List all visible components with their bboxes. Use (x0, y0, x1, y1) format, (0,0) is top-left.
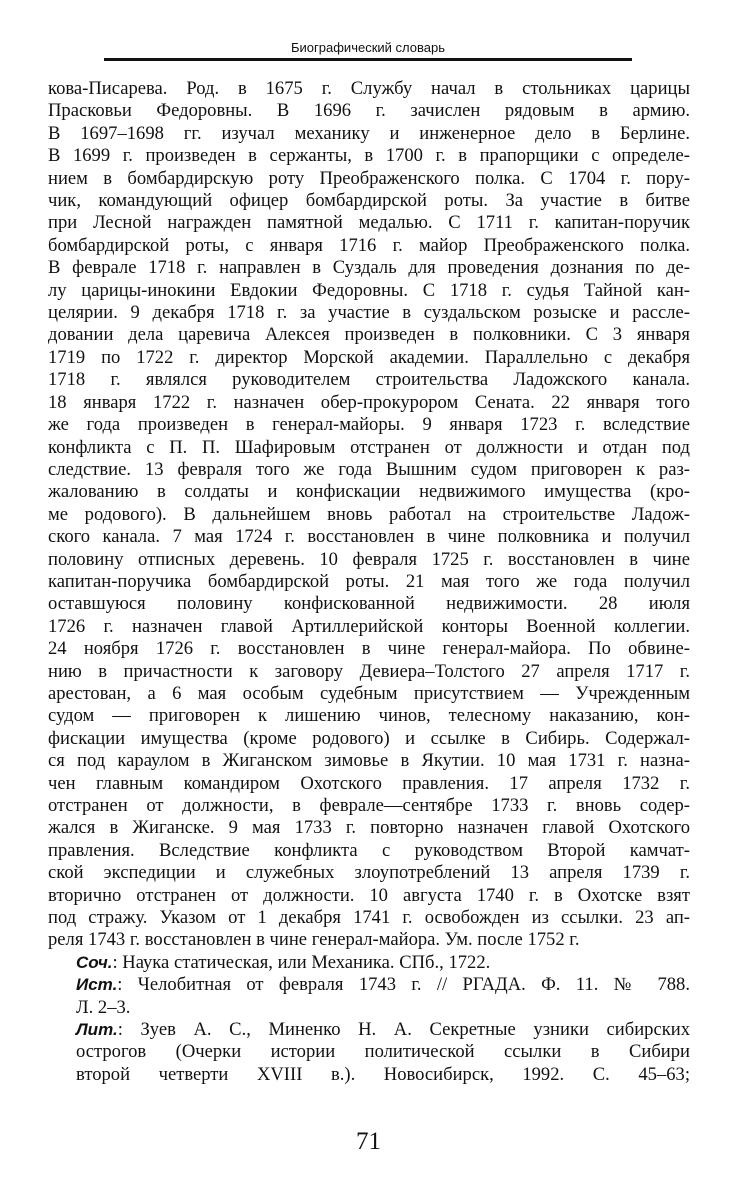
text-line: довании дела царевича Алексея произведен в полковники. С 3 января (48, 324, 690, 346)
text-line: фискации имущества (кроме родового) и ссылке в Сибирь. Содержал- (48, 727, 690, 749)
text-line: лу царицы-инокини Евдокии Федоровны. С 1718 г. судья Тайной кан- (48, 279, 690, 301)
running-header-title: Биографический словарь (291, 40, 445, 55)
text-line: В феврале 1718 г. направлен в Суздаль для проведения дознания по де- (48, 257, 690, 279)
text-line: следствие. 13 февраля того же года Вышним судом приговорен к раз- (48, 458, 690, 480)
text-line: при Лесной награжден памятной медалью. С 1711 г. капитан-поручик (48, 212, 690, 234)
text-line: арестован, а 6 мая особым судебным присутствием — Учрежденным (48, 682, 690, 704)
text-line: правления. Вследствие конфликта с руководством Второй камчат- (48, 839, 690, 861)
text-line: отстранен от должности, в феврале—сентябре 1733 г. вновь содер- (48, 795, 690, 816)
text-line: конфликта с П. П. Шафировым отстранен от должности и отдан под (48, 436, 690, 458)
text-line: В 1697–1698 гг. изучал механику и инженерное дело в Берлине. (48, 122, 690, 144)
text-line: оставшуюся половину конфискованной недвижимости. 28 июля (48, 593, 690, 615)
text-line: под стражу. Указом от 1 декабря 1741 г. освобожден из ссылки. 23 ап- (48, 907, 690, 929)
page-number: 71 (356, 1128, 381, 1155)
text-line: кова-Писарева. Род. в 1675 г. Службу начал в стольниках царицы (48, 78, 690, 99)
sources-text: : Челобитная от февраля 1743 г. // РГАДА. Ф. 11. № 788. (117, 974, 690, 996)
works-line (48, 952, 690, 974)
text-line: 1719 по 1722 г. директор Морской академии. Параллельно с декабря (48, 346, 690, 368)
text-line: реля 1743 г. восстановлен в чине генерал-майора. Ум. после 1752 г. (48, 929, 580, 951)
text-line: ся под караулом в Жиганском зимовье в Якутии. 10 мая 1731 г. назна- (48, 750, 690, 772)
text-line: жался в Жиганске. 9 мая 1733 г. повторно назначен главой Охотского (48, 817, 690, 839)
text-line: нием в бомбардирскую роту Преображенского полка. С 1704 г. пору- (48, 167, 690, 189)
literature-label: Лит. (76, 1020, 118, 1040)
text-line: вторично отстранен от должности. 10 августа 1740 г. в Охотске взят (48, 884, 690, 906)
literature-text-2: острогов (Очерки истории политической ссылки в Сибири (76, 1041, 690, 1063)
entry-text (48, 78, 690, 1086)
sources-label: Ист. (76, 975, 118, 995)
text-line: ской экспедиции и служебных злоупотреблений 13 апреля 1739 г. (48, 862, 690, 884)
text-line: капитан-поручика бомбардирской роты. 21 мая того же года получил (48, 570, 690, 592)
text-line: нию в причастности к заговору Девиера–Толстого 27 апреля 1717 г. (48, 660, 690, 682)
header-rule (104, 58, 632, 61)
text-line: В 1699 г. произведен в сержанты, в 1700 г. в прапорщики с определе- (48, 145, 690, 167)
text-line: 24 ноября 1726 г. восстановлен в чине генерал-майора. По обвине- (48, 638, 690, 660)
text-line: чен главным командиром Охотского правления. 17 апреля 1732 г. (48, 772, 690, 794)
literature-text-3: второй четверти XVIII в.). Новосибирск, 1992. С. 45–63; (76, 1063, 690, 1085)
text-line: же года произведен в генерал-майоры. 9 января 1723 г. вследствие (48, 414, 690, 436)
literature-text: : Зуев А. С., Миненко Н. А. Секретные узники сибирских (117, 1019, 690, 1041)
literature-line (48, 1019, 690, 1041)
text-line: 1726 г. назначен главой Артиллерийской конторы Военной коллегии. (48, 615, 690, 637)
works-label: Соч. (76, 952, 113, 972)
works-text: : Наука статическая, или Механика. СПб., 1722. (112, 951, 491, 973)
running-header (104, 38, 632, 60)
literature-line-2 (48, 1041, 690, 1063)
sources-text-continued: Л. 2–3. (76, 996, 131, 1018)
biography-paragraph (48, 78, 690, 952)
text-line: 1718 г. являлся руководителем строительства Ладожского канала. (48, 369, 690, 391)
text-line: чик, командующий офицер бомбардирской роты. За участие в битве (48, 190, 690, 212)
text-line: судом — приговорен к лишению чинов, телесному наказанию, кон- (48, 705, 690, 727)
literature-line-3 (48, 1064, 690, 1086)
sources-line-continued (48, 997, 690, 1019)
text-line: 18 января 1722 г. назначен обер-прокурором Сената. 22 января того (48, 391, 690, 413)
text-line: ме родового). В дальнейшем вновь работал на строительстве Ладож- (48, 503, 690, 525)
text-line: ского канала. 7 мая 1724 г. восстановлен в чине полковника и получил (48, 526, 690, 548)
text-line: жалованию в солдаты и конфискации недвижимого имущества (кро- (48, 481, 690, 503)
text-line: Прасковьи Федоровны. В 1696 г. зачислен рядовым в армию. (48, 100, 690, 122)
sources-line (48, 974, 690, 996)
text-line: целярии. 9 декабря 1718 г. за участие в суздальском розыске и рассле- (48, 302, 690, 324)
text-line: бомбардирской роты, с января 1716 г. майор Преображенского полка. (48, 234, 690, 256)
text-line: половину отписных деревень. 10 февраля 1725 г. восстановлен в чине (48, 548, 690, 570)
